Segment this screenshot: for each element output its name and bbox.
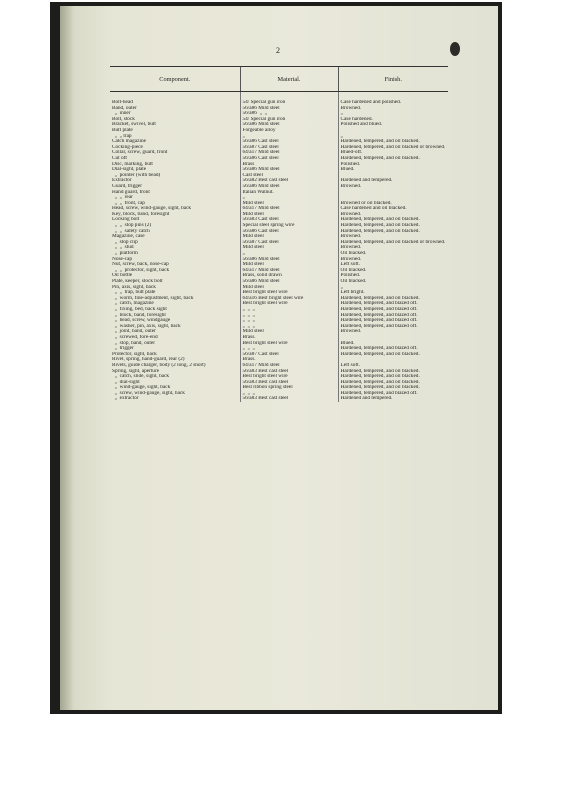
finish-cell: Case hardened and oil blacked. (338, 206, 448, 212)
component-cell: Plate, keeper, stock bolt (112, 279, 163, 284)
component-cell: Rivet, spring, hand-guard, rear (2) (112, 357, 185, 363)
finish-cell: Hardened, tempered, and oil blacked. (338, 352, 448, 358)
material-cell: 54/ Special gun iron (240, 117, 338, 123)
finish-cell: „ (338, 111, 448, 117)
finish-cell: Blued. (338, 167, 448, 173)
material-cell: Mild steel (240, 234, 338, 240)
component-cell: Magazine, case (112, 234, 145, 240)
component-cell: „ dial-sight (112, 379, 140, 385)
material-cell: Best ribbon spring steel (240, 385, 338, 391)
material-cell: „ (240, 134, 338, 140)
material-cell: 56/a83 Best cast steel (240, 369, 338, 375)
material-cell: Mild steel (240, 245, 338, 251)
header-component: Component. (110, 67, 240, 92)
finish-cell: Hardened, tempered, and oil blacked. (338, 385, 448, 391)
finish-cell: Hardened, tempered, and blazed off. (338, 318, 448, 324)
component-cell: „ washer, pin, axis, sight, back (112, 323, 181, 329)
component-cell: Protector, sight, back (112, 351, 157, 357)
material-cell: „ (240, 195, 338, 201)
component-cell: Key, block, band, foresight (112, 211, 170, 217)
component-cell: „ „ rear (112, 195, 133, 201)
material-cell: 64/a17 Mild steel (240, 150, 338, 156)
finish-cell: Hardened, tempered, and blazed off. (338, 307, 448, 313)
material-cell: 64/a17 Mild steel (240, 206, 338, 212)
component-cell: „ „ protector, sight, back (112, 267, 170, 273)
finish-cell: Case hardened. (338, 117, 448, 123)
material-cell: 56/a83 Best cast steel (240, 380, 338, 386)
material-cell: Forgeable alloy (240, 128, 338, 134)
finish-cell: Blued-off. (338, 150, 448, 156)
finish-cell: Hardened, tempered, and blazed off. (338, 324, 448, 330)
material-cell: Best bright steel wire (240, 374, 338, 380)
component-cell: „ block, band, foresight (112, 312, 166, 318)
material-cell: 64/a17 Mild steel (240, 363, 338, 369)
component-cell: „ „ stop pins (2) (112, 223, 152, 229)
component-cell: Catch magazine (112, 139, 146, 145)
material-cell: Mild steel (240, 201, 338, 207)
finish-cell: „ (338, 134, 448, 140)
specification-table (110, 66, 448, 402)
finish-cell: Hardened and tempered. (338, 396, 448, 402)
component-cell: Bracket, swivel, butt (112, 122, 156, 128)
finish-cell: Case hardened and polished. (338, 100, 448, 106)
finish-cell: Hardened, tempered, and oil blacked or browned. (338, 145, 448, 151)
component-cell: „ stop, band, outer (112, 340, 155, 346)
finish-cell: Polished. (338, 273, 448, 279)
finish-cell: Oil blacked. (338, 279, 448, 285)
finish-cell: Hardened, tempered, and oil blacked. (338, 369, 448, 375)
component-cell: Guard, trigger (112, 183, 143, 189)
finish-cell: Browned. (338, 212, 448, 218)
material-cell: 56/a87 Cast steel (240, 352, 338, 358)
finish-cell: Polished and blued. (338, 122, 448, 128)
component-cell: Disc, marking, butt (112, 161, 153, 167)
component-cell: Collar, screw, guard, front (112, 150, 168, 156)
component-cell: „ trigger (112, 346, 134, 352)
component-cell: „ worm, fine-adjustment, sight, back (112, 295, 194, 301)
component-cell: Nut, screw, back, nose-cap (112, 262, 169, 268)
finish-cell: Browned or oil blacked. (338, 201, 448, 207)
component-cell: Hand guard, front (112, 189, 150, 195)
component-cell: Rivets, guide charger, body (2 long, 2 short) (112, 362, 206, 368)
component-cell: Dial-sight, plate (112, 167, 147, 173)
material-cell: 56/a86 Mild steel (240, 122, 338, 128)
finish-cell: Hardened, tempered, and oil blacked. (338, 296, 448, 302)
finish-cell: Hardened, tempered, and oil blacked. (338, 156, 448, 162)
finish-cell: Hardened, tempered, and oil blacked. (338, 229, 448, 235)
component-cell: Extractor (112, 178, 132, 184)
component-cell: Spring, sight, aperture (112, 368, 160, 374)
component-cell: „ head, screw, windgauge (112, 318, 171, 324)
finish-cell: Hardened, tempered, and oil blacked. (338, 223, 448, 229)
finish-cell: Hardened, tempered, and oil blacked or browned. (338, 240, 448, 246)
finish-cell: Hardened, tempered, and oil blacked. (338, 217, 448, 223)
component-cell: „ wind-gauge, sight, back (112, 385, 171, 391)
material-cell: 56/a83 Best cast steel (240, 396, 338, 402)
table-body (110, 92, 448, 403)
component-cell: Head, screw, wind-gauge, sight, back (112, 206, 192, 212)
material-cell: Special steel spring wire (240, 223, 338, 229)
material-cell: Brass, solid drawn (240, 273, 338, 279)
component-cell: Bolt-head (112, 100, 133, 105)
component-cell: „ stop clip (112, 239, 138, 245)
finish-cell: Hardened, tempered, and blazed off. (338, 301, 448, 307)
finish-cell: Browned. (338, 184, 448, 190)
material-cell: 54/ Special gun iron (240, 100, 338, 106)
material-cell: 56/a86 Mild steel (240, 279, 338, 285)
material-cell: „ „ „ (240, 346, 338, 352)
component-cell: „ catch, magazine (112, 301, 154, 307)
component-cell: „ extractor (112, 396, 139, 402)
header-material: Material. (240, 67, 338, 92)
material-cell: „ „ „ (240, 318, 338, 324)
finish-cell: Browned. (338, 106, 448, 112)
finish-cell: Left bright. (338, 290, 448, 296)
component-cell: Nose-cap (112, 256, 133, 262)
component-cell: Locking bolt (112, 217, 140, 223)
material-cell: Best bright steel wire (240, 301, 338, 307)
component-cell: „ „ front, cap (112, 200, 145, 206)
finish-cell: Hardened, tempered, and oil blacked. (338, 380, 448, 386)
table-row (110, 396, 448, 402)
component-cell: Oil bottle (112, 273, 133, 279)
material-cell: 56/a86 Mild steel (240, 257, 338, 263)
material-cell: Mild steel (240, 212, 338, 218)
material-cell: „ (240, 251, 338, 257)
component-cell: Cut off (112, 155, 128, 161)
finish-cell: Blued. (338, 341, 448, 347)
finish-cell: Left soft. (338, 363, 448, 369)
material-cell: „ „ „ (240, 391, 338, 397)
material-cell: „ „ „ (240, 313, 338, 319)
material-cell: 56/a86 Cast steel (240, 229, 338, 235)
finish-cell: Hardened and tempered. (338, 178, 448, 184)
component-cell: Bolt, stock (112, 116, 135, 122)
material-cell: 56/a86 „ „ (240, 111, 338, 117)
material-cell: Brass (240, 162, 338, 168)
binding-rivet-icon (450, 42, 460, 56)
material-cell: Best bright steel wire (240, 290, 338, 296)
table-header-row (110, 67, 448, 92)
component-cell: „ joint, band, outer (112, 329, 156, 335)
material-cell: 56/a86 Mild steel (240, 184, 338, 190)
finish-cell: Left soft. (338, 262, 448, 268)
specification-table-wrapper (110, 66, 448, 402)
table-spacer-row (110, 92, 448, 101)
material-cell: Cast steel (240, 173, 338, 179)
finish-cell: Browned. (338, 329, 448, 335)
component-cell: „ screwed, fore-end (112, 334, 158, 340)
finish-cell: Oil blacked. (338, 268, 448, 274)
finish-cell: Browned. (338, 257, 448, 263)
material-cell: 56/a87 Cast steel (240, 240, 338, 246)
component-cell: „ „ trap (112, 133, 132, 139)
finish-cell: Polished. (338, 162, 448, 168)
material-cell: Brass. (240, 335, 338, 341)
header-finish: Finish. (338, 67, 448, 92)
component-cell: Band, outer (112, 105, 137, 111)
finish-cell: Hardened, tempered, and blazed off. (338, 391, 448, 397)
finish-cell: Hardened, tempered, and oil blacked. (338, 374, 448, 380)
material-cell: 64/a16 Best bright steel wire (240, 296, 338, 302)
finish-cell: „ (338, 285, 448, 291)
material-cell: Brass. (240, 357, 338, 363)
finish-cell: Browned. (338, 234, 448, 240)
page-number: 2 (276, 46, 280, 55)
finish-cell: Oil blacked. (338, 251, 448, 257)
component-cell: „ „ trap, butt plate (112, 290, 156, 296)
material-cell: Best bright steel wire (240, 341, 338, 347)
material-cell: „ „ „ (240, 307, 338, 313)
component-cell: „ inner (112, 111, 131, 117)
finish-cell: Hardened, tempered, and oil blacked. (338, 139, 448, 145)
material-cell: 56/a86 Mild steel (240, 106, 338, 112)
material-cell: 56/a87 Cast steel (240, 145, 338, 151)
component-cell: „ fixing, bed, back sight (112, 306, 167, 312)
component-cell: „ platform (112, 251, 138, 257)
component-cell: „ „ safety catch (112, 228, 150, 234)
component-cell: „ pointer (with bead) (112, 172, 161, 178)
material-cell: 56/a86 Cast steel (240, 139, 338, 145)
material-cell: Mild steel (240, 329, 338, 335)
material-cell: Mild steel (240, 262, 338, 268)
material-cell: 56/a83 Cast steel (240, 217, 338, 223)
material-cell: 56/a86 Cast steel (240, 156, 338, 162)
component-cell: Pin, axis, sight, back (112, 284, 156, 290)
finish-cell: Hardened, tempered, and blazed off. (338, 313, 448, 319)
material-cell: 56/a86 Mild steel (240, 167, 338, 173)
component-cell: „ catch, slide, sight, back (112, 374, 170, 380)
component-cell: Cocking-piece (112, 144, 143, 150)
material-cell: Mild steel (240, 285, 338, 291)
material-cell: 64/a17 Mild steel (240, 268, 338, 274)
material-cell: 56/a82 Best cast steel (240, 178, 338, 184)
material-cell: „ „ „ (240, 324, 338, 330)
finish-cell: Hardened, tempered, and blazed off. (338, 346, 448, 352)
page-edge-shadow (60, 6, 74, 710)
material-cell: Italian Walnut. (240, 190, 338, 196)
component-cell: „ „ stud (112, 245, 134, 251)
component-cell: Butt plate (112, 127, 133, 133)
component-cell: „ screw, wind-gauge, sight, back (112, 390, 185, 396)
finish-cell: Browned. (338, 245, 448, 251)
